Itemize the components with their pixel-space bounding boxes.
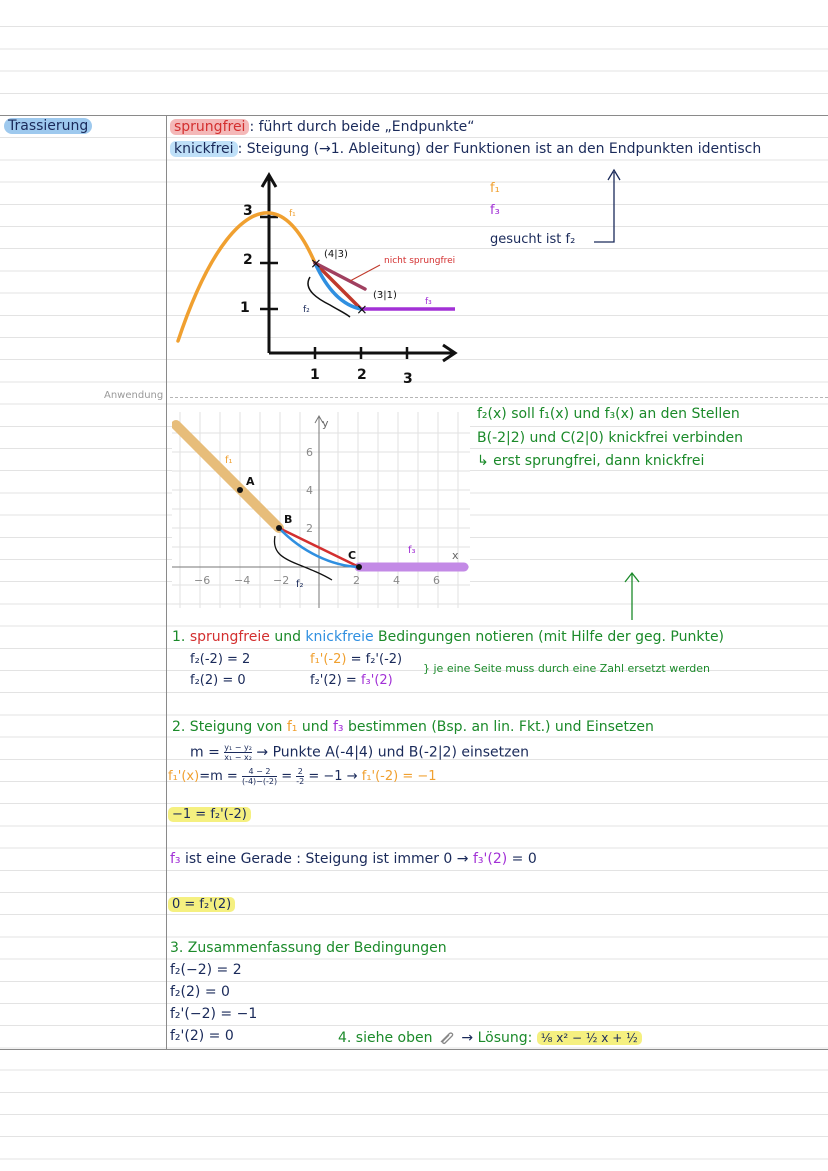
graph-xtick-m2: −2 — [273, 574, 290, 587]
step4-result: ¹⁄₈ x² − ½ x + ½ — [537, 1031, 642, 1045]
step1-cond3-right: = f₂'(-2) — [350, 652, 403, 667]
graph-ytick-2: 2 — [306, 522, 313, 535]
text-sprungfrei: : führt durch beide „Endpunkte“ — [249, 119, 475, 135]
graph-background — [172, 412, 470, 608]
step2-result-2: 0 = f₂'(2) — [168, 897, 235, 912]
section-title: Trassierung — [4, 118, 92, 134]
step1-heading — [172, 629, 724, 645]
step1-cond4 — [310, 673, 393, 688]
section-divider — [170, 397, 828, 398]
step1-rest: Bedingungen notieren (mit Hilfe der geg. Punkte) — [378, 629, 725, 645]
step2-formula-den: x₁ − x₂ — [224, 753, 252, 762]
step3-cond-2: f₂(2) = 0 — [170, 984, 230, 1000]
sketch-brace — [308, 277, 350, 317]
graph-label-C: C — [348, 549, 357, 562]
step2-calc-f1: f₁'(x) — [168, 769, 200, 784]
graph-label-f1: f₁ — [225, 455, 233, 466]
step2-f1: f₁ — [286, 719, 298, 735]
step3-cond-4: f₂'(2) = 0 — [170, 1028, 234, 1044]
sketch-graph — [170, 165, 470, 395]
step4-text: 4. siehe oben — [338, 1030, 433, 1046]
graph-label-f2: f₂ — [296, 579, 304, 590]
step1-sprungfreie: sprungfreie — [189, 629, 270, 645]
sketch-ytick-label-3: 3 — [243, 203, 253, 219]
graph-axis-y-label: y — [322, 417, 329, 430]
step2-calc-den2: -2 — [296, 777, 305, 786]
graph-point-B — [276, 525, 282, 531]
legend-f1: f₁ — [490, 181, 500, 196]
sketch-xtick-label-1: 1 — [310, 367, 320, 383]
sketch-point-label-b: (3|1) — [373, 290, 397, 301]
step4-line — [338, 1030, 642, 1046]
term-sprungfrei: sprungfrei — [170, 119, 249, 135]
graph-label-f3: f₃ — [408, 545, 416, 556]
step2-f3-line — [170, 851, 537, 867]
margin-line — [166, 115, 167, 1050]
sketch-f2-red — [315, 263, 361, 309]
step2-calc-m: =m = — [199, 769, 238, 784]
graph-axis-x-label: x — [452, 549, 459, 562]
step2-f3-name: f₃ — [170, 851, 181, 867]
graph-ytick-4: 4 — [306, 484, 313, 497]
step2-und: und — [301, 719, 329, 735]
step2-calc-num: 4 − 2 — [242, 767, 277, 777]
sketch-pointer — [350, 265, 380, 281]
step1-brace-note: } je eine Seite muss durch eine Zahl ersetzt werden — [423, 662, 711, 675]
task-line-3: ↳ erst sprungfrei, dann knickfrei — [477, 453, 705, 469]
step1-cond1: f₂(-2) = 2 — [190, 652, 251, 667]
sketch-point-cross-a: × — [310, 256, 322, 272]
step2-calc-fraction2 — [296, 767, 304, 786]
step2-text-a: 2. Steigung von — [172, 719, 283, 735]
graph-xtick-4: 4 — [393, 574, 400, 587]
step2-calc-den: (-4)−(-2) — [241, 777, 278, 786]
step2-calculation — [168, 767, 437, 786]
step2-f3: f₃ — [332, 719, 344, 735]
step3-cond-3: f₂'(−2) = −1 — [170, 1006, 258, 1022]
step2-calc-num2: 2 — [297, 767, 303, 776]
sketch-label-f3: f₃ — [425, 297, 432, 307]
step1-num: 1. — [172, 629, 186, 645]
step2-f3-text: ist eine Gerade : Steigung ist immer 0 → — [185, 851, 469, 867]
step2-formula-rest: → Punkte A(-4|4) und B(-2|2) einsetzen — [256, 744, 529, 761]
step1-cond4-right: f₃'(2) — [360, 673, 393, 688]
graph-xtick-m6: −6 — [194, 574, 211, 587]
sketch-note-nicht-sprungfrei: nicht sprungfrei — [384, 256, 456, 266]
step3-heading: 3. Zusammenfassung der Bedingungen — [170, 940, 447, 956]
legend-f3: f₃ — [490, 203, 500, 218]
step2-f3-end: = 0 — [511, 851, 537, 867]
step1-cond3-left: f₁'(-2) — [310, 652, 347, 667]
sketch-point-label-a: (4|3) — [324, 249, 348, 260]
step4-loesung: Lösung: — [477, 1030, 533, 1046]
divider-label: Anwendung — [104, 390, 164, 401]
step2-formula-m: m = — [190, 744, 220, 761]
step2-result-1: −1 = f₂'(-2) — [168, 807, 251, 822]
step1-cond3 — [310, 652, 402, 667]
sketch-label-f1: f₁ — [289, 209, 296, 219]
step1-knickfreie: knickfreie — [305, 629, 374, 645]
sketch-xtick-label-2: 2 — [357, 367, 367, 383]
step1-cond4-left: f₂'(2) = — [310, 673, 357, 688]
sketch-xtick-label-3: 3 — [403, 371, 413, 387]
graph-label-A: A — [246, 475, 255, 488]
step2-f3-derivative: f₃'(2) — [472, 851, 508, 867]
text-knickfrei: : Steigung (→1. Ableitung) der Funktionen ist an den Endpunkten identisch — [237, 141, 762, 157]
bottom-rule — [0, 1049, 828, 1050]
sketch-point-cross-b: × — [356, 302, 368, 318]
graph-label-B: B — [284, 513, 293, 526]
step3-cond-1: f₂(−2) = 2 — [170, 962, 242, 978]
step1-cond2: f₂(2) = 0 — [190, 673, 246, 688]
task-line-1: f₂(x) soll f₁(x) und f₃(x) an den Stellen — [477, 406, 740, 422]
step2-calc-result: = −1 → — [308, 769, 358, 784]
step2-formula-num: y₁ − y₂ — [224, 743, 252, 752]
step2-calc-f1-result: f₁'(-2) = −1 — [361, 769, 437, 784]
definition-knickfrei — [170, 141, 761, 157]
graph-point-C — [356, 564, 362, 570]
step2-calc-eq: = — [281, 769, 293, 784]
definition-sprungfrei — [170, 119, 475, 135]
legend-arrow — [590, 166, 630, 248]
sketch-ytick-label-2: 2 — [243, 252, 253, 268]
step2-formula-fraction — [224, 743, 252, 762]
top-rule — [0, 115, 828, 116]
step2-formula — [190, 743, 529, 762]
sketch-f1-curve — [178, 213, 315, 341]
task-line-2: B(-2|2) und C(2|0) knickfrei verbinden — [477, 430, 744, 446]
sketch-ytick-label-1: 1 — [240, 300, 250, 316]
term-knickfrei: knickfrei — [170, 141, 238, 157]
paperclip-icon — [437, 1030, 457, 1046]
task-up-arrow — [620, 570, 644, 622]
sketch-label-f2: f₂ — [303, 305, 310, 315]
graph-xtick-m4: −4 — [234, 574, 251, 587]
graph-xtick-6: 6 — [433, 574, 440, 587]
application-graph — [172, 412, 470, 608]
step2-text-c: bestimmen (Bsp. an lin. Fkt.) und Einsetzen — [347, 719, 654, 735]
legend-gesucht: gesucht ist f₂ — [490, 232, 576, 247]
graph-xtick-2: 2 — [353, 574, 360, 587]
graph-point-A — [237, 487, 243, 493]
step2-calc-fraction — [242, 767, 277, 786]
step2-heading — [172, 719, 654, 735]
step4-arrow: → — [461, 1030, 474, 1046]
step1-und: und — [274, 629, 301, 645]
graph-ytick-6: 6 — [306, 446, 313, 459]
